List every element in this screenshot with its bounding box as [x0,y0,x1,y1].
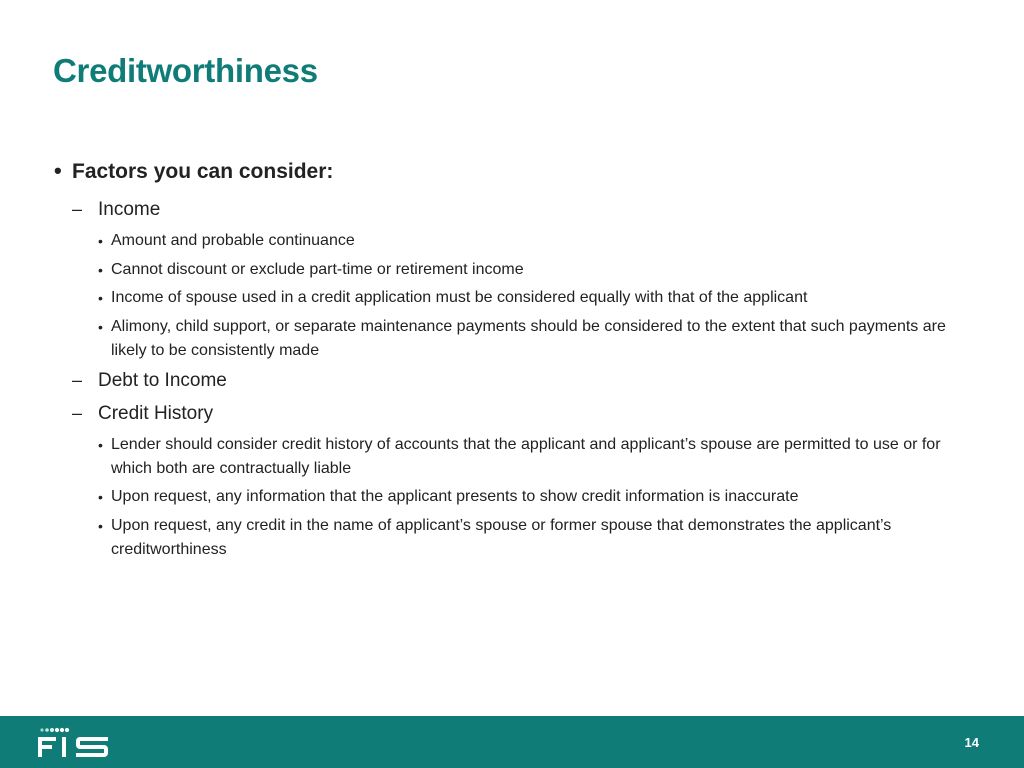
list-item-text: Upon request, any credit in the name of applicant’s spouse or former spouse that demonstrates the applicant’s creditworthiness [111,517,892,558]
bullet-icon: • [98,319,103,335]
bullet-heading [54,158,334,184]
list-item [98,514,971,562]
list-item [98,286,971,310]
income-label: Income [98,199,161,220]
list-item-text: Amount and probable continuance [111,232,355,249]
bullet-icon: • [54,158,62,183]
dash-icon: – [72,370,83,390]
credit-history-label: Credit History [98,403,214,424]
bullet-icon: • [98,518,103,534]
list-item-text: Cannot discount or exclude part-time or retirement income [111,261,524,278]
list-item-text: Income of spouse used in a credit application must be considered equally with that of the applicant [111,289,808,306]
page-number: 14 [964,735,979,750]
bullet-icon: • [98,262,103,278]
sub-heading-debt-to-income [72,370,227,392]
list-item-text: Upon request, any information that the applicant presents to show credit information is inaccurate [111,488,799,505]
list-item-text: Alimony, child support, or separate maintenance payments should be considered to the extent that such payments are likely to be consistently made [111,318,946,359]
fis-logo-icon [36,726,112,760]
dash-icon: – [72,199,83,219]
list-item [98,433,971,481]
sub-heading-income [72,199,161,221]
bullet-icon: • [98,233,103,249]
list-item [98,485,971,509]
list-item [98,229,971,253]
bullet-icon: • [98,489,103,505]
list-item [98,315,971,363]
footer-bar [0,716,1024,768]
bullet-icon: • [98,437,103,453]
list-item-text: Lender should consider credit history of accounts that the applicant and applicant’s spouse are permitted to use or for which both are contractually liable [111,436,941,477]
bullet-icon: • [98,290,103,306]
sub-heading-credit-history [72,403,214,425]
dash-icon: – [72,403,83,423]
debt-to-income-label: Debt to Income [98,370,227,391]
slide-title: Creditworthiness [53,52,318,89]
list-item [98,258,971,282]
heading-text: Factors you can consider: [72,160,334,183]
